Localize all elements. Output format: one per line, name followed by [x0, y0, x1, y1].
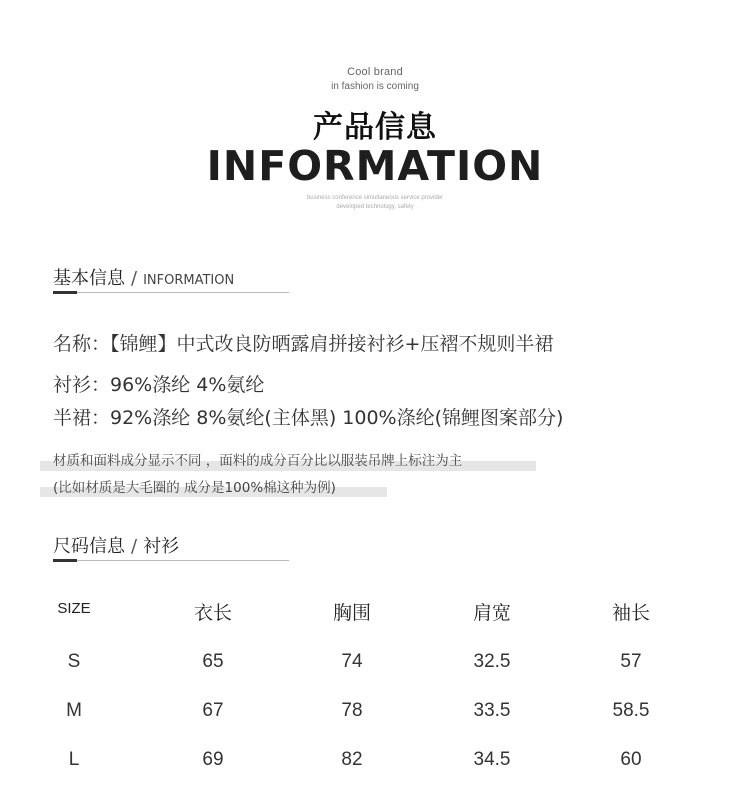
basic-info-title: 基本信息 — [53, 268, 125, 289]
size-info-divider — [53, 560, 289, 561]
table-header-sleeve: 袖长 — [611, 603, 650, 624]
table-cell: 82 — [341, 749, 363, 770]
table-cell: 34.5 — [473, 749, 511, 770]
table-header-length: 衣长 — [193, 603, 232, 624]
table-cell: 78 — [341, 700, 363, 721]
table-cell: 32.5 — [473, 651, 511, 672]
tagline-1: business conference simultaneous service provider — [306, 195, 444, 201]
skirt-material: 半裙：92%涤纶 8%氨纶(主体黑) 100%涤纶(锦鲤图案部分) — [53, 407, 564, 429]
table-cell-size: M — [66, 700, 82, 721]
size-info-title: 尺码信息 — [53, 536, 125, 557]
table-cell: 69 — [202, 749, 224, 770]
tagline-2: developed technology, safety — [336, 204, 414, 210]
table-cell: 74 — [341, 651, 363, 672]
table-cell: 65 — [202, 651, 224, 672]
basic-info-divider-accent — [53, 291, 77, 294]
size-info-heading — [53, 532, 179, 558]
basic-info-slash: / — [131, 268, 138, 289]
basic-info-divider — [53, 292, 289, 293]
material-note-2: (比如材质是大毛圈的 成分是100%棉这种为例) — [53, 480, 336, 496]
table-cell-size: S — [67, 651, 81, 672]
table-header-chest: 胸围 — [332, 603, 371, 624]
table-cell: 58.5 — [612, 700, 650, 721]
table-cell-size: L — [68, 749, 80, 770]
basic-info-subtitle: INFORMATION — [143, 273, 235, 288]
size-info-divider-accent — [53, 559, 77, 562]
material-note-1: 材质和面料成分显示不同 ，面料的成分百分比以服装吊牌上标注为主 — [53, 453, 463, 469]
brand-line-1: Cool brand — [347, 66, 403, 78]
page-title-cn: 产品信息 — [313, 110, 437, 145]
brand-line-2: in fashion is coming — [331, 81, 419, 92]
page-title-en: INFORMATION — [206, 142, 544, 190]
shirt-material: 衬衫：96%涤纶 4%氨纶 — [53, 374, 265, 396]
table-cell: 57 — [620, 651, 642, 672]
table-cell: 67 — [202, 700, 224, 721]
table-header-size: SIZE — [57, 600, 91, 617]
basic-info-heading — [53, 264, 234, 290]
table-header-shoulder: 肩宽 — [472, 603, 511, 624]
size-info-slash: / — [131, 536, 138, 557]
table-cell: 33.5 — [473, 700, 511, 721]
table-cell: 60 — [620, 749, 642, 770]
product-name: 名称：【锦鲤】中式改良防晒露肩拼接衬衫+压褶不规则半裙 — [53, 333, 554, 355]
size-info-subtitle: 衬衫 — [143, 536, 180, 557]
